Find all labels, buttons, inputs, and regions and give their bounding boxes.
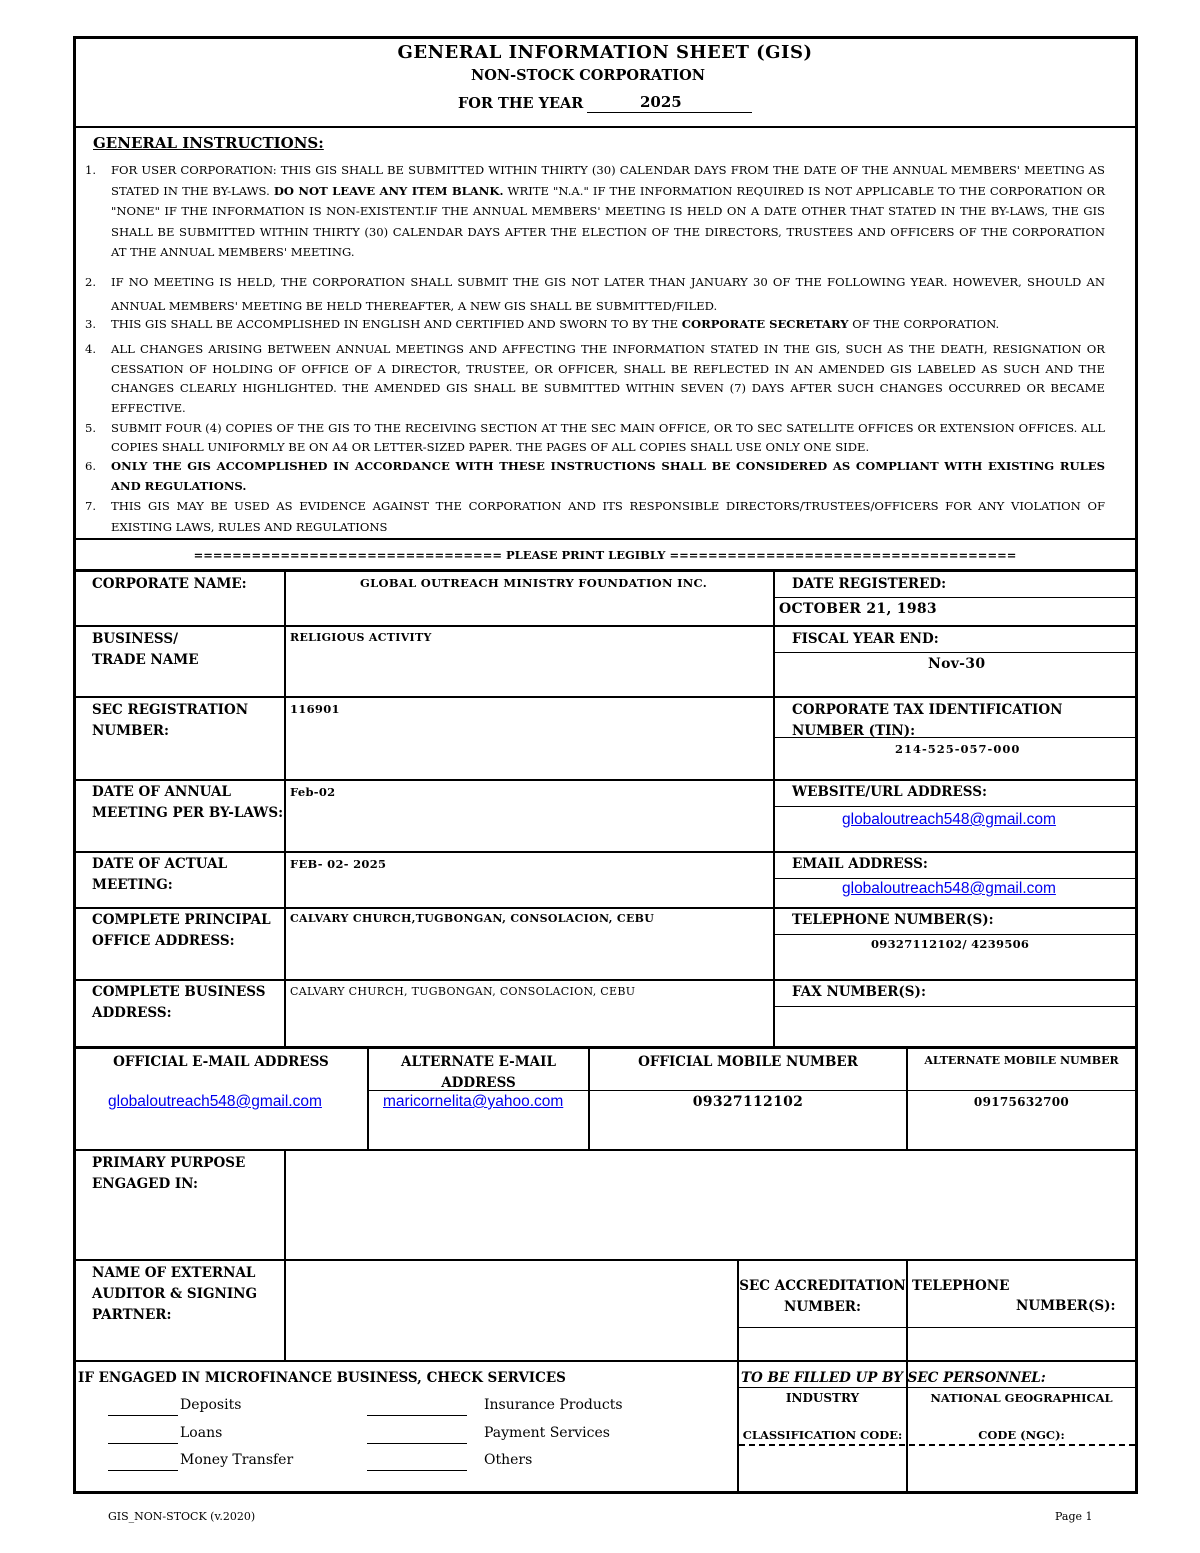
row-sep bbox=[73, 625, 1138, 627]
sec-sep bbox=[739, 1387, 1135, 1388]
primary-purpose-label: PRIMARY PURPOSE ENGAGED IN: bbox=[92, 1155, 246, 1192]
instruction-item: 2. IF NO MEETING IS HELD, THE CORPORATION SHALL SUBMIT THE GIS NOT LATER THAN JANUARY 30 OF THE FOLLOWING YEAR. HOWEVER, SHOULD AN ANNUAL MEMBERS' MEETING BE HELD THEREAFTER, A NEW GIS SHALL BE SUBMITTED/FILED. bbox=[85, 275, 1105, 313]
auditor-sep bbox=[739, 1327, 1135, 1328]
instruction-item: 6. ONLY THE GIS ACCOMPLISHED IN ACCORDANCE WITH THESE INSTRUCTIONS SHALL BE CONSIDERED AS COMPLIANT WITH EXISTING RULES AND REGULATIONS. bbox=[85, 459, 1105, 493]
sec-accreditation-label: SEC ACCREDITATION NUMBER: bbox=[739, 1278, 906, 1315]
row-sep bbox=[73, 1259, 1138, 1261]
loans-checkbox[interactable] bbox=[108, 1443, 178, 1444]
official-mobile-label: OFFICIAL MOBILE NUMBER bbox=[638, 1054, 858, 1070]
service-loans: Loans bbox=[180, 1425, 223, 1441]
ngc-code-label: CODE (NGC): bbox=[978, 1428, 1065, 1442]
row-sep bbox=[73, 1149, 1138, 1151]
service-deposits: Deposits bbox=[180, 1397, 242, 1413]
email-link[interactable]: globaloutreach548@gmail.com bbox=[842, 880, 1056, 897]
cell-sep bbox=[775, 934, 1135, 935]
industry-classification-label: CLASSIFICATION CODE: bbox=[742, 1428, 903, 1442]
instruction-item: 1. FOR USER CORPORATION: THIS GIS SHALL BE SUBMITTED WITHIN THIRTY (30) CALENDAR DAYS FROM THE DATE OF THE ANNUAL MEMBERS' MEETING AS STATED IN THE BY-LAWS. DO NOT LEAVE ANY ITEM BLANK. WRITE "N.A." IF THE INFORMATION REQUIRED IS NOT APPLICABLE TO THE CORPORATION OR "NONE" IF THE INFORMATION IS NON-EXISTENT.IF THE ANNUAL MEMBERS' MEETING IS HELD ON A DATE OTHER THAT STATED IN THE BY-LAWS, THE GIS SHALL BE SUBMITTED WITHIN THIRTY (30) CALENDAR DAYS AFTER THE ELECTION OF THE DIRECTORS, TRUSTEES AND OFFICERS OF THE CORPORATION AT THE ANNUAL MEMBERS' MEETING. bbox=[85, 163, 1106, 259]
business-address-field[interactable]: CALVARY CHURCH, TUGBONGAN, CONSOLACION, CEBU bbox=[290, 985, 636, 998]
alternate-mobile-label: ALTERNATE MOBILE NUMBER bbox=[924, 1054, 1119, 1067]
date-registered-label: DATE REGISTERED: bbox=[792, 576, 947, 592]
insurance-checkbox[interactable] bbox=[367, 1415, 467, 1416]
fax-label: FAX NUMBER(S): bbox=[792, 984, 926, 1000]
fiscal-year-end-label: FISCAL YEAR END: bbox=[792, 631, 939, 647]
principal-address-label: COMPLETE PRINCIPAL OFFICE ADDRESS: bbox=[92, 912, 271, 949]
sec-registration-label: SEC REGISTRATION NUMBER: bbox=[92, 702, 249, 739]
business-name-label: BUSINESS/ TRADE NAME bbox=[92, 631, 199, 668]
official-mobile-field[interactable]: 09327112102 bbox=[692, 1094, 804, 1110]
cell-sep bbox=[775, 1006, 1135, 1007]
cell-sep bbox=[775, 652, 1135, 653]
date-registered-field[interactable]: OCTOBER 21, 1983 bbox=[779, 601, 937, 617]
instructions-heading: GENERAL INSTRUCTIONS: bbox=[93, 134, 324, 152]
actual-meeting-label: DATE OF ACTUAL MEETING: bbox=[92, 856, 228, 893]
row-sep bbox=[73, 779, 1138, 781]
row-sep bbox=[73, 851, 1138, 853]
alternate-email-link[interactable]: maricornelita@yahoo.com bbox=[383, 1093, 564, 1110]
website-label: WEBSITE/URL ADDRESS: bbox=[792, 784, 987, 800]
fiscal-year-end-field[interactable]: Nov-30 bbox=[928, 656, 986, 672]
corporate-name-label: CORPORATE NAME: bbox=[92, 576, 247, 592]
deposits-checkbox[interactable] bbox=[108, 1415, 178, 1416]
others-checkbox[interactable] bbox=[367, 1470, 467, 1471]
page-title: GENERAL INFORMATION SHEET (GIS) bbox=[397, 42, 813, 63]
cell-sep bbox=[775, 597, 1135, 598]
instructions-divider bbox=[73, 538, 1138, 540]
row-sep bbox=[73, 696, 1138, 698]
telephone-field[interactable]: 09327112102/ 4239506 bbox=[871, 937, 1030, 951]
payment-services-checkbox[interactable] bbox=[367, 1443, 467, 1444]
grid-divider-right bbox=[773, 570, 775, 1048]
auditor-label: NAME OF EXTERNAL AUDITOR & SIGNING PARTNER: bbox=[92, 1265, 257, 1323]
sec-personnel-heading: TO BE FILLED UP BY SEC PERSONNEL: bbox=[741, 1370, 1046, 1386]
annual-meeting-label: DATE OF ANNUAL MEETING PER BY-LAWS: bbox=[92, 784, 284, 821]
service-payment-services: Payment Services bbox=[484, 1425, 610, 1441]
tin-field[interactable]: 214-525-057-000 bbox=[895, 742, 1021, 756]
header-divider bbox=[73, 126, 1138, 128]
actual-meeting-field[interactable]: FEB- 02- 2025 bbox=[290, 857, 387, 871]
purpose-divider bbox=[284, 1150, 286, 1260]
money-transfer-checkbox[interactable] bbox=[108, 1470, 178, 1471]
auditor-telephone-label-2: NUMBER(S): bbox=[1016, 1298, 1116, 1314]
sec-registration-field[interactable]: 116901 bbox=[290, 702, 340, 716]
business-address-label: COMPLETE BUSINESS ADDRESS: bbox=[92, 984, 266, 1021]
principal-address-field[interactable]: CALVARY CHURCH,TUGBONGAN, CONSOLACION, CEBU bbox=[290, 912, 655, 925]
banner-divider bbox=[73, 569, 1138, 572]
auditor-divider bbox=[284, 1260, 286, 1361]
frame-left bbox=[73, 36, 76, 1494]
sec-dashed-sep bbox=[739, 1444, 1135, 1446]
cell-sep bbox=[775, 878, 1135, 879]
frame-right bbox=[1135, 36, 1138, 1494]
row-sep bbox=[73, 907, 1138, 909]
service-money-transfer: Money Transfer bbox=[180, 1452, 294, 1468]
service-insurance-products: Insurance Products bbox=[484, 1397, 623, 1413]
service-others: Others bbox=[484, 1452, 533, 1468]
cell-sep bbox=[775, 806, 1135, 807]
alternate-email-label: ALTERNATE E-MAIL ADDRESS bbox=[401, 1054, 556, 1091]
instruction-item: 4. ALL CHANGES ARISING BETWEEN ANNUAL MEETINGS AND AFFECTING THE INFORMATION STATED IN THE GIS, SUCH AS THE DEATH, RESIGNATION OR CESSATION OF HOLDING OF OFFICE OF A DIRECTOR, TRUSTEE, OR OFFICER, SHALL BE REFLECTED IN AN AMENDED GIS LABELED AS SUCH AND THE CHANGES CLEARLY HIGHLIGHTED. THE AMENDED GIS SHALL BE SUBMITTED WITHIN SEVEN (7) DAYS AFTER SUCH CHANGES OCCURRED OR BECAME EFFECTIVE. bbox=[85, 342, 1105, 415]
instruction-item: 3. THIS GIS SHALL BE ACCOMPLISHED IN ENGLISH AND CERTIFIED AND SWORN TO BY THE CORPORATE SECRETARY OF THE CORPORATION. bbox=[85, 317, 1000, 331]
print-legibly-banner: ================================ PLEASE PRINT LEGIBLY ==================================== bbox=[193, 548, 1017, 562]
alternate-mobile-field[interactable]: 09175632700 bbox=[973, 1095, 1070, 1109]
year-value[interactable]: 2025 bbox=[640, 93, 682, 111]
corporate-name-field[interactable]: GLOBAL OUTREACH MINISTRY FOUNDATION INC. bbox=[360, 576, 708, 590]
frame-top bbox=[73, 36, 1138, 39]
annual-meeting-field[interactable]: Feb-02 bbox=[290, 785, 336, 799]
frame-bottom bbox=[73, 1491, 1138, 1494]
row-sep bbox=[73, 1046, 1138, 1049]
auditor-telephone-label: TELEPHONE bbox=[912, 1278, 1010, 1294]
tin-label: CORPORATE TAX IDENTIFICATION NUMBER (TIN): bbox=[792, 702, 1063, 739]
row-sep bbox=[73, 979, 1138, 981]
industry-label: INDUSTRY bbox=[785, 1391, 860, 1405]
email-label: EMAIL ADDRESS: bbox=[792, 856, 928, 872]
business-name-field[interactable]: RELIGIOUS ACTIVITY bbox=[290, 631, 432, 644]
page-number: Page 1 bbox=[1055, 1510, 1093, 1523]
telephone-label: TELEPHONE NUMBER(S): bbox=[792, 912, 994, 928]
row-sep bbox=[73, 1360, 1138, 1362]
instruction-item: 7. THIS GIS MAY BE USED AS EVIDENCE AGAINST THE CORPORATION AND ITS RESPONSIBLE DIRECTORS/TRUSTEES/OFFICERS FOR ANY VIOLATION OF EXISTING LAWS, RULES AND REGULATIONS bbox=[85, 499, 1105, 534]
ngc-label: NATIONAL GEOGRAPHICAL bbox=[930, 1391, 1113, 1405]
page-subtitle: NON-STOCK CORPORATION bbox=[471, 67, 705, 84]
website-link[interactable]: globaloutreach548@gmail.com bbox=[842, 811, 1056, 828]
instruction-item: 5. SUBMIT FOUR (4) COPIES OF THE GIS TO THE RECEIVING SECTION AT THE SEC MAIN OFFICE, OR TO SEC SATELLITE OFFICES OR EXTENSION OFFICES. ALL COPIES SHALL UNIFORMLY BE ON A4 OR LETTER-SIZED PAPER. THE PAGES OF ALL COPIES SHALL USE ONLY ONE SIDE. bbox=[85, 421, 1105, 454]
official-email-label: OFFICIAL E-MAIL ADDRESS bbox=[113, 1054, 329, 1070]
microfinance-heading: IF ENGAGED IN MICROFINANCE BUSINESS, CHECK SERVICES bbox=[78, 1370, 566, 1386]
year-underline bbox=[587, 112, 752, 113]
year-label: FOR THE YEAR bbox=[458, 95, 584, 112]
official-email-link[interactable]: globaloutreach548@gmail.com bbox=[108, 1093, 322, 1110]
grid-divider-label bbox=[284, 570, 286, 1048]
form-version: GIS_NON-STOCK (v.2020) bbox=[108, 1510, 256, 1523]
